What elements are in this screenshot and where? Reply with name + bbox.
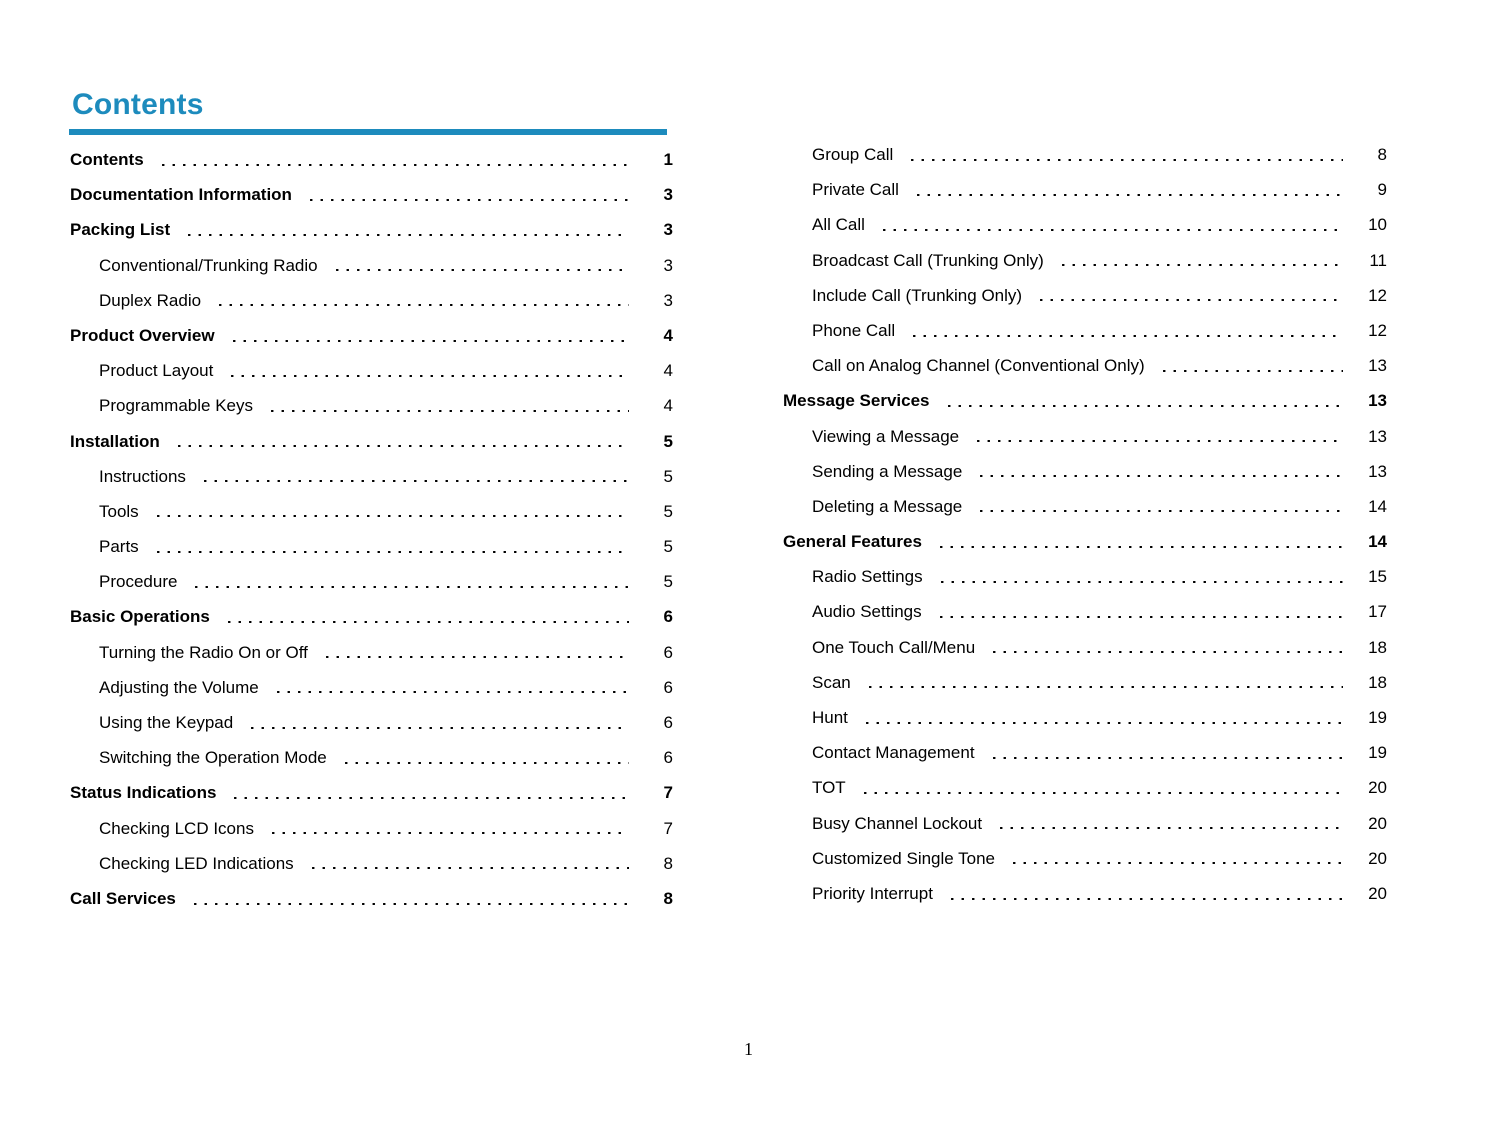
toc-entry-title: Deleting a Message [812, 496, 963, 516]
toc-entry[interactable] [783, 243, 1387, 278]
dot-leader [879, 229, 1343, 231]
toc-entry[interactable] [70, 635, 673, 670]
dot-leader [936, 546, 1343, 548]
toc-entry-page: 18 [1368, 672, 1387, 692]
toc-entry-title: Call on Analog Channel (Conventional Only) [812, 356, 1145, 376]
toc-entry-page: 3 [663, 290, 673, 310]
dot-leader [865, 686, 1343, 688]
toc-entry-title: Duplex Radio [99, 290, 202, 310]
toc-entry[interactable] [70, 775, 673, 810]
toc-entry-page: 6 [663, 713, 673, 732]
toc-entry-title: Using the Keypad [99, 713, 234, 732]
dot-leader [200, 480, 629, 482]
toc-entry-title: Customized Single Tone [812, 848, 996, 868]
heading-rule [69, 129, 667, 135]
dot-leader [976, 475, 1343, 477]
toc-entry[interactable] [783, 665, 1387, 700]
toc-entry-page: 3 [663, 255, 673, 275]
toc-entry-page: 17 [1368, 602, 1387, 622]
toc-entry-page: 13 [1368, 356, 1387, 376]
toc-entry-page: 5 [663, 572, 673, 592]
toc-entry-title: Viewing a Message [812, 426, 960, 446]
dot-leader [909, 335, 1343, 337]
toc-entry-page: 13 [1368, 426, 1387, 446]
toc-entry[interactable] [783, 137, 1387, 172]
toc-entry-title: Message Services [783, 391, 930, 411]
toc-entry[interactable] [70, 142, 673, 177]
toc-entry-page: 15 [1368, 567, 1387, 587]
toc-entry[interactable] [70, 846, 673, 881]
dot-leader [996, 827, 1343, 829]
toc-entry-title: Adjusting the Volume [99, 677, 259, 697]
toc-entry-title: Parts [99, 537, 139, 557]
toc-entry-title: Instructions [99, 466, 186, 486]
toc-entry[interactable] [70, 529, 673, 564]
toc-entry[interactable] [783, 207, 1387, 242]
toc-entry[interactable] [783, 383, 1387, 418]
toc-left-column [70, 142, 673, 916]
dot-leader [1009, 862, 1343, 864]
toc-entry-title: Switching the Operation Mode [99, 748, 327, 768]
toc-entry-page: 4 [663, 396, 673, 416]
toc-entry-page: 20 [1368, 883, 1387, 903]
toc-entry[interactable] [783, 489, 1387, 524]
toc-entry[interactable] [783, 313, 1387, 348]
toc-entry-page: 7 [663, 818, 673, 838]
dot-leader [860, 792, 1343, 794]
toc-entry-title: Private Call [812, 180, 899, 200]
dot-leader [862, 722, 1343, 724]
dot-leader [322, 656, 629, 658]
toc-entry[interactable] [70, 494, 673, 529]
toc-entry-page: 12 [1368, 320, 1387, 340]
toc-entry-title: General Features [783, 532, 922, 552]
toc-entry[interactable] [70, 353, 673, 388]
dot-leader [224, 621, 629, 623]
toc-entry-title: Programmable Keys [99, 396, 254, 416]
toc-entry-title: One Touch Call/Menu [812, 637, 976, 657]
toc-entry-title: Tools [99, 501, 139, 521]
dot-leader [989, 757, 1343, 759]
toc-entry-title: Audio Settings [812, 602, 922, 622]
page-number: 1 [744, 1039, 753, 1059]
toc-entry[interactable] [783, 876, 1387, 911]
toc-entry[interactable] [783, 630, 1387, 665]
toc-entry[interactable] [783, 841, 1387, 876]
toc-entry-title: Broadcast Call (Trunking Only) [812, 250, 1044, 270]
toc-entry[interactable] [70, 670, 673, 705]
toc-entry-title: Phone Call [812, 320, 896, 340]
dot-leader [153, 551, 629, 553]
dot-leader [184, 234, 629, 236]
toc-entry-page: 14 [1368, 532, 1387, 552]
toc-entry-title: Documentation Information [70, 185, 292, 205]
toc-entry[interactable] [70, 318, 673, 353]
toc-entry-page: 4 [663, 361, 673, 381]
toc-entry-page: 6 [663, 677, 673, 697]
toc-entry-title: Checking LCD Icons [99, 818, 254, 838]
toc-entry-page: 5 [663, 466, 673, 486]
dot-leader [341, 762, 629, 764]
toc-entry-page: 1 [663, 150, 673, 169]
dot-leader [229, 340, 629, 342]
toc-entry-page: 13 [1368, 461, 1387, 481]
toc-entry-title: Conventional/Trunking Radio [99, 255, 318, 275]
contents-heading: Contents [72, 88, 204, 121]
toc-entry-page: 12 [1368, 285, 1387, 305]
toc-entry-page: 6 [663, 607, 673, 627]
toc-entry-page: 6 [663, 642, 673, 662]
dot-leader [947, 898, 1343, 900]
toc-entry-page: 6 [663, 748, 673, 768]
toc-entry[interactable] [70, 248, 673, 283]
toc-entry-title: Call Services [70, 888, 176, 908]
toc-entry[interactable] [70, 705, 673, 740]
toc-entry-title: Procedure [99, 572, 178, 592]
dot-leader [174, 445, 629, 447]
toc-entry[interactable] [70, 564, 673, 599]
toc-entry[interactable] [70, 388, 673, 423]
toc-entry-page: 20 [1368, 813, 1387, 833]
toc-entry-page: 4 [663, 325, 673, 345]
toc-entry[interactable] [70, 283, 673, 318]
dot-leader [158, 164, 629, 166]
dot-leader [913, 194, 1343, 196]
toc-entry-title: Contents [70, 150, 144, 169]
dot-leader [273, 691, 629, 693]
dot-leader [1159, 370, 1343, 372]
toc-entry-title: Contact Management [812, 743, 975, 763]
toc-entry-page: 14 [1368, 496, 1387, 516]
toc-entry[interactable] [70, 212, 673, 247]
toc-entry[interactable] [783, 559, 1387, 594]
dot-leader [1036, 299, 1343, 301]
toc-entry-title: Turning the Radio On or Off [99, 642, 308, 662]
dot-leader [306, 199, 629, 201]
dot-leader [973, 440, 1343, 442]
toc-entry[interactable] [783, 806, 1387, 841]
dot-leader [191, 586, 629, 588]
toc-entry-title: Checking LED Indications [99, 853, 294, 873]
toc-entry-title: Basic Operations [70, 607, 210, 627]
dot-leader [937, 581, 1343, 583]
dot-leader [332, 269, 629, 271]
toc-entry-page: 5 [663, 537, 673, 557]
toc-entry-title: TOT [812, 778, 846, 798]
toc-entry-page: 11 [1369, 250, 1387, 270]
toc-entry[interactable] [783, 700, 1387, 735]
toc-entry-page: 3 [663, 185, 673, 205]
toc-entry-page: 8 [663, 888, 673, 908]
toc-entry-title: Product Overview [70, 325, 215, 345]
toc-entry-page: 8 [1377, 145, 1387, 164]
dot-leader [227, 375, 629, 377]
toc-entry[interactable] [783, 172, 1387, 207]
toc-entry[interactable] [70, 424, 673, 459]
toc-entry[interactable] [783, 419, 1387, 454]
dot-leader [153, 515, 629, 517]
toc-entry-page: 8 [663, 853, 673, 873]
dot-leader [215, 304, 629, 306]
toc-entry-page: 7 [663, 783, 673, 803]
toc-entry[interactable] [783, 454, 1387, 489]
toc-entry[interactable] [70, 811, 673, 846]
dot-leader [190, 903, 629, 905]
toc-entry-page: 18 [1368, 637, 1387, 657]
toc-entry-title: Busy Channel Lockout [812, 813, 983, 833]
toc-entry-title: Status Indications [70, 783, 217, 803]
dot-leader [936, 616, 1343, 618]
dot-leader [976, 510, 1343, 512]
toc-entry-title: Scan [812, 672, 851, 692]
toc-entry-title: Sending a Message [812, 461, 963, 481]
toc-entry[interactable] [783, 278, 1387, 313]
toc-entry-page: 13 [1368, 391, 1387, 411]
dot-leader [944, 405, 1344, 407]
toc-entry-title: All Call [812, 215, 865, 235]
toc-entry-title: Installation [70, 431, 160, 451]
dot-leader [989, 651, 1343, 653]
toc-entry-page: 19 [1368, 743, 1387, 763]
toc-entry-title: Include Call (Trunking Only) [812, 285, 1023, 305]
toc-entry-page: 19 [1368, 708, 1387, 727]
dot-leader [1058, 264, 1343, 266]
dot-leader [907, 159, 1343, 161]
toc-entry-title: Packing List [70, 220, 171, 240]
toc-entry-title: Hunt [812, 708, 848, 727]
toc-entry-title: Product Layout [99, 361, 214, 381]
dot-leader [308, 867, 629, 869]
toc-entry[interactable] [70, 599, 673, 634]
dot-leader [267, 410, 629, 412]
toc-entry[interactable] [70, 177, 673, 212]
toc-entry-page: 20 [1368, 848, 1387, 868]
dot-leader [247, 727, 629, 729]
toc-entry[interactable] [783, 348, 1387, 383]
toc-entry[interactable] [783, 594, 1387, 629]
toc-entry-title: Group Call [812, 145, 894, 164]
toc-entry-page: 9 [1377, 180, 1387, 200]
toc-entry[interactable] [783, 524, 1387, 559]
toc-entry-page: 5 [663, 431, 673, 451]
toc-entry-title: Radio Settings [812, 567, 923, 587]
dot-leader [230, 797, 629, 799]
toc-entry-page: 10 [1368, 215, 1387, 235]
toc-entry[interactable] [783, 735, 1387, 770]
toc-entry[interactable] [70, 459, 673, 494]
dot-leader [268, 832, 629, 834]
toc-right-column [783, 137, 1387, 911]
toc-entry[interactable] [783, 770, 1387, 805]
toc-entry[interactable] [70, 881, 673, 916]
toc-entry-title: Priority Interrupt [812, 883, 933, 903]
toc-entry-page: 3 [663, 220, 673, 240]
toc-entry-page: 5 [663, 501, 673, 521]
toc-entry-page: 20 [1368, 778, 1387, 798]
toc-entry[interactable] [70, 740, 673, 775]
